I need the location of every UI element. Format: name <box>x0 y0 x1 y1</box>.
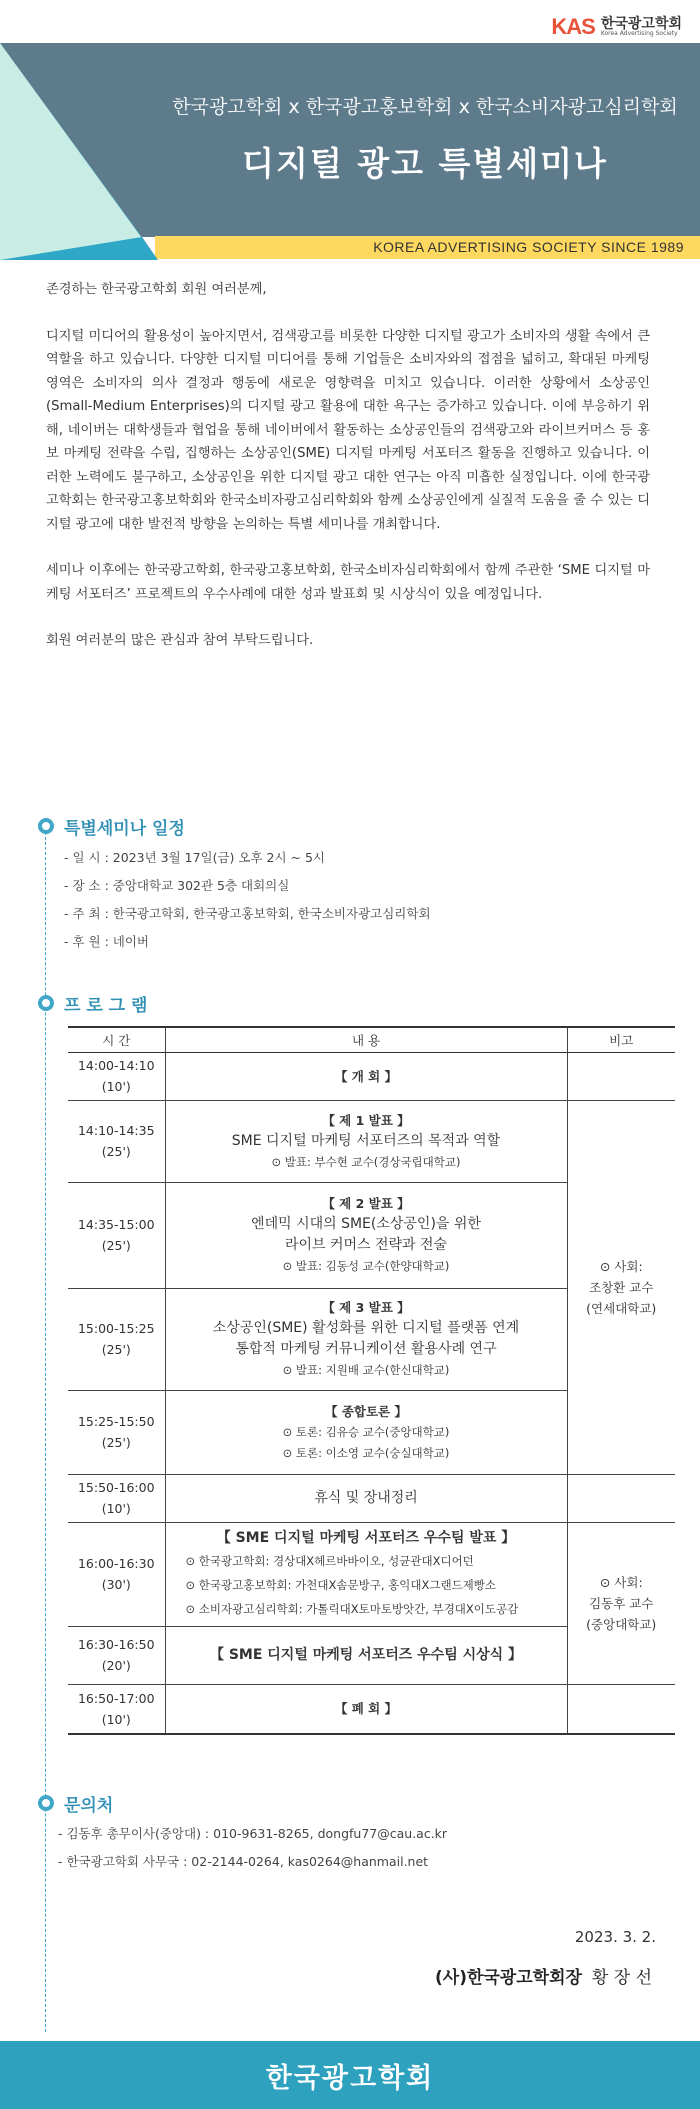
letter-paragraph-3: 회원 여러분의 많은 관심과 참여 부탁드립니다. <box>46 633 314 648</box>
row-content-talk-2: 【 제 2 발표 】 엔데믹 시대의 SME(소상공인)을 위한 라이브 커머스 전략과 전술 ⊙ 발표: 김동성 교수(한양대학교) <box>165 1182 567 1288</box>
program-table <box>68 1026 675 1735</box>
row-time: 15:50-16:00 (10') <box>68 1474 165 1522</box>
row-content-closing: 【 폐 회 】 <box>165 1684 567 1734</box>
signature-org: (사)한국광고학회장 <box>435 1968 582 1988</box>
contact-bullet-icon <box>38 1795 54 1811</box>
schedule-bullet-icon <box>38 818 54 834</box>
logo-mark: KAS <box>551 14 595 39</box>
schedule-item-place: - 장 소 : 중앙대학교 302관 5층 대회의실 <box>64 878 290 893</box>
row-note-empty <box>567 1684 675 1734</box>
row-time: 15:00-15:25 (25') <box>68 1288 165 1390</box>
schedule-item-sponsor: - 후 원 : 네이버 <box>64 934 149 949</box>
header-triangle-graphic <box>0 0 200 265</box>
letter-paragraph-1: 디지털 미디어의 활용성이 높아지면서, 검색광고를 비롯한 다양한 디지털 광고가 소비자의 생활 속에서 큰 역할을 하고 있습니다. 다양한 디지털 미디어를 통해 기업들은 소비자와의 접점을 넓히고, 확대된 마케팅 영역은 소비자의 의사 결정과 행동에 새로운 영향력을 미치고 있습니다. 이러한 상황에서 소상공인(Small-Medium Enterprises)의 디지털 광고 활용에 대한 욕구는 증가하고 있습니다. 이에 부응하기 위해, 네이버는 대학생들과 협업을 통해 네이버에서 활동하는 소상공인들의 검색광고와 라이브커머스 등 홍보 마케팅 전략을 수립, 집행하는 소상공인(SME) 디지털 마케팅 서포터즈 활동을 진행하고 있습니다. 이러한 노력에도 불구하고, 소상공인을 위한 디지털 광고 대한 연구는 아직 미흡한 실정입니다. 이에 한국광고학회는 한국광고홍보학회와 한국소비자광고심리학회와 함께 소상공인에게 실질적 도움을 줄 수 있는 디지털 광고에 대한 발전적 방향을 논의하는 특별 세미나를 개최합니다. <box>46 328 650 532</box>
header-content: 내 용 <box>165 1027 567 1052</box>
program-title: 프 로 그 램 <box>64 996 148 1016</box>
header-note: 비고 <box>567 1027 675 1052</box>
footer-text: 한국광고학회 <box>265 2062 435 2094</box>
row-time: 16:50-17:00 (10') <box>68 1684 165 1734</box>
header-banner <box>0 0 700 265</box>
signature-name: 황 장 선 <box>591 1968 652 1988</box>
row-content-awards: 【 SME 디지털 마케팅 서포터즈 우수팀 시상식 】 <box>165 1626 567 1684</box>
table-row <box>68 1052 675 1100</box>
table-row <box>68 1684 675 1734</box>
row-content-talk-1: 【 제 1 발표 】 SME 디지털 마케팅 서포터즈의 목적과 역할 ⊙ 발표: 부수현 교수(경상국립대학교) <box>165 1100 567 1182</box>
row-content-break: 휴식 및 장내정리 <box>165 1474 567 1522</box>
row-content-team-presentations: 【 SME 디지털 마케팅 서포터즈 우수팀 발표 】 ⊙ 한국광고학회: 경상대X헤르바바이오, 성균관대X디어던 ⊙ 한국광고홍보학회: 가천대X솜문방구, 홍익대X그랜드제빵소 ⊙ 소비자광고심리학회: 가톨릭대X토마토방앗간, 부경대X이도공감 <box>165 1522 567 1626</box>
kas-logo <box>551 14 682 40</box>
row-time: 15:25-15:50 (25') <box>68 1390 165 1474</box>
signature <box>435 1963 652 1988</box>
table-row <box>68 1474 675 1522</box>
letter-paragraph-2: 세미나 이후에는 한국광고학회, 한국광고홍보학회, 한국소비자심리학회에서 함께 주관한 ‘SME 디지털 마케팅 서포터즈’ 프로젝트의 우수사례에 대한 성과 발표회 및 시상식이 있을 예정입니다. <box>46 563 650 602</box>
schedule-title: 특별세미나 일정 <box>64 819 185 839</box>
page-title: 디지털 광고 특별세미나 <box>242 144 608 183</box>
letter-date: 2023. 3. 2. <box>574 1928 656 1946</box>
header-since: KOREA ADVERTISING SOCIETY SINCE 1989 <box>373 239 684 255</box>
schedule-info <box>64 844 431 956</box>
row-note-moderator-1: ⊙ 사회: 조창환 교수 (연세대학교) <box>567 1100 675 1474</box>
contact-item-office: - 한국광고학회 사무국 : 02-2144-0264, kas0264@hanmail.net <box>58 1854 429 1869</box>
logo-korean-name: 한국광고학회 <box>600 15 682 32</box>
row-time: 14:10-14:35 (25') <box>68 1100 165 1182</box>
row-note-empty <box>567 1052 675 1100</box>
row-content-opening: 【 개 회 】 <box>165 1052 567 1100</box>
logo-english-name: Korea Advertising Society <box>600 30 678 38</box>
table-row <box>68 1522 675 1626</box>
row-time: 14:35-15:00 (25') <box>68 1182 165 1288</box>
invitation-letter <box>46 278 650 676</box>
contact-title: 문의처 <box>64 1796 114 1816</box>
row-content-discussion: 【 종합토론 】 ⊙ 토론: 김유승 교수(중앙대학교) ⊙ 토론: 이소영 교수(숭실대학교) <box>165 1390 567 1474</box>
contact-item-secretary: - 김동후 총무이사(중앙대) : 010-9631-8265, dongfu77@cau.ac.kr <box>58 1826 448 1841</box>
table-row <box>68 1100 675 1182</box>
row-time: 16:00-16:30 (30') <box>68 1522 165 1626</box>
row-note-empty <box>567 1474 675 1522</box>
table-header-row <box>68 1027 675 1052</box>
footer-banner <box>0 2041 700 2109</box>
header-subtitle: 한국광고학회 x 한국광고홍보학회 x 한국소비자광고심리학회 <box>172 96 678 118</box>
row-time: 14:00-14:10 (10') <box>68 1052 165 1100</box>
header-time: 시 간 <box>68 1027 165 1052</box>
row-time: 16:30-16:50 (20') <box>68 1626 165 1684</box>
schedule-item-host: - 주 최 : 한국광고학회, 한국광고홍보학회, 한국소비자광고심리학회 <box>64 906 431 921</box>
row-note-moderator-2: ⊙ 사회: 김동후 교수 (중앙대학교) <box>567 1522 675 1684</box>
schedule-item-date: - 일 시 : 2023년 3월 17일(금) 오후 2시 ~ 5시 <box>64 850 326 865</box>
program-bullet-icon <box>38 995 54 1011</box>
row-content-talk-3: 【 제 3 발표 】 소상공인(SME) 활성화를 위한 디지털 플랫폼 연계 통합적 마케팅 커뮤니케이션 활용사례 연구 ⊙ 발표: 지원배 교수(한신대학교) <box>165 1288 567 1390</box>
letter-greeting: 존경하는 한국광고학회 회원 여러분께, <box>46 282 267 297</box>
contact-info <box>58 1820 447 1876</box>
